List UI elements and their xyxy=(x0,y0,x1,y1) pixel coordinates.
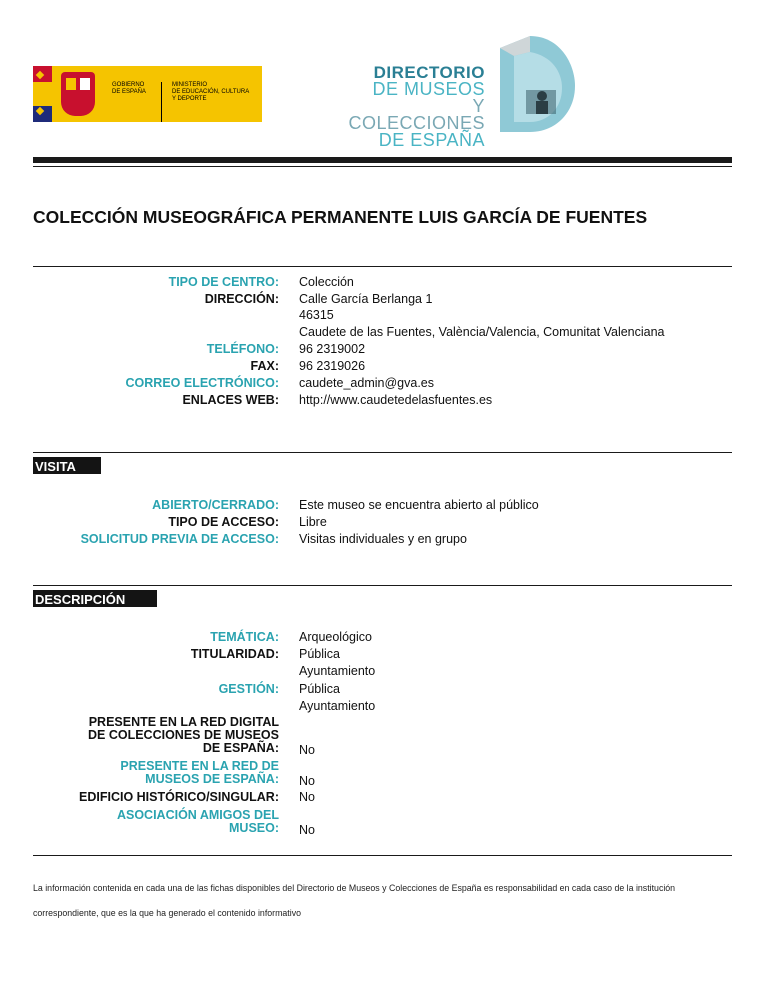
footer-disclaimer: correspondiente, que es la que ha generado el contenido informativo xyxy=(33,908,302,918)
correo-value[interactable]: caudete_admin@gva.es xyxy=(299,376,434,390)
header-divider-thin xyxy=(33,166,732,167)
directorio-logo-text: Y COLECCIONES xyxy=(348,96,485,133)
tematica-value: Arqueológico xyxy=(299,630,372,644)
titularidad-value: Pública xyxy=(299,647,340,661)
tipo-centro-label: TIPO DE CENTRO: xyxy=(168,275,279,289)
red-museos-label: MUSEOS DE ESPAÑA: xyxy=(145,772,279,786)
ministry-logo-line: Y DEPORTE xyxy=(172,96,207,102)
correo-label: CORREO ELECTRÓNICO: xyxy=(125,376,279,390)
titularidad-label: TITULARIDAD: xyxy=(190,647,279,661)
solicitud-label: SOLICITUD PREVIA DE ACCESO: xyxy=(80,532,279,546)
direccion-line: Caudete de las Fuentes, València/Valencia, Comunitat Valenciana xyxy=(299,325,665,339)
telefono-value: 96 2319002 xyxy=(299,342,366,356)
gov-logo-line: GOBIERNO xyxy=(112,82,145,88)
enlaces-value[interactable]: http://www.caudetedelasfuentes.es xyxy=(299,393,493,407)
tipo-centro-value: Colección xyxy=(299,275,354,289)
edificio-label: EDIFICIO HISTÓRICO/SINGULAR: xyxy=(79,790,279,804)
gestion-value: Ayuntamiento xyxy=(299,699,376,713)
footer-disclaimer: La información contenida en cada una de las fichas disponibles del Directorio de Museos y Colecciones de España es responsabilidad en cada caso de la institución xyxy=(33,883,676,893)
amigos-label: ASOCIACIÓN AMIGOS DEL xyxy=(116,808,279,822)
government-logo xyxy=(33,66,262,122)
gestion-value: Pública xyxy=(299,682,340,696)
amigos-label: MUSEO: xyxy=(229,821,279,835)
titularidad-value: Ayuntamiento xyxy=(299,664,376,678)
tematica-label: TEMÁTICA: xyxy=(210,630,279,644)
page-title: COLECCIÓN MUSEOGRÁFICA PERMANENTE LUIS GARCÍA DE FUENTES xyxy=(33,207,648,227)
red-digital-label: DE COLECCIONES DE MUSEOS xyxy=(88,728,279,742)
ministry-logo-line: MINISTERIO xyxy=(172,82,208,88)
header-divider xyxy=(33,157,732,163)
edificio-value: No xyxy=(299,790,315,804)
abierto-label: ABIERTO/CERRADO: xyxy=(152,498,279,512)
abierto-value: Este museo se encuentra abierto al público xyxy=(299,498,539,512)
acceso-label: TIPO DE ACCESO: xyxy=(168,515,279,529)
red-museos-label: PRESENTE EN LA RED DE xyxy=(120,759,279,773)
directorio-logo xyxy=(348,34,575,150)
direccion-line: 46315 xyxy=(299,308,334,322)
coat-of-arms-icon xyxy=(52,66,104,122)
section-divider xyxy=(33,585,732,586)
section-divider xyxy=(33,266,732,267)
directorio-d-icon xyxy=(490,34,575,132)
gov-logo-line: DE ESPAÑA xyxy=(112,89,146,95)
enlaces-label: ENLACES WEB: xyxy=(182,393,279,407)
ministry-logo-line: DE EDUCACIÓN, CULTURA xyxy=(172,89,250,95)
eu-flag-strip xyxy=(33,66,52,122)
telefono-label: TELÉFONO: xyxy=(206,342,279,356)
directorio-logo-text: DIRECTORIO xyxy=(373,63,485,82)
section-divider xyxy=(33,452,732,453)
gestion-label: GESTIÓN: xyxy=(218,682,279,696)
red-digital-label: DE ESPAÑA: xyxy=(202,741,279,755)
direccion-line: Calle García Berlanga 1 xyxy=(299,292,433,306)
red-museos-value: No xyxy=(299,774,315,788)
red-digital-label: PRESENTE EN LA RED DIGITAL xyxy=(88,715,279,729)
visita-heading: VISITA xyxy=(33,457,101,474)
solicitud-value: Visitas individuales y en grupo xyxy=(299,532,467,546)
fax-value: 96 2319026 xyxy=(299,359,366,373)
directorio-logo-text: DE ESPAÑA xyxy=(378,130,485,150)
section-divider xyxy=(33,855,732,856)
amigos-value: No xyxy=(299,823,315,837)
direccion-label: DIRECCIÓN: xyxy=(204,292,279,306)
directorio-logo-text: DE MUSEOS xyxy=(372,79,485,99)
descripcion-heading: DESCRIPCIÓN xyxy=(33,590,157,607)
red-digital-value: No xyxy=(299,743,315,757)
acceso-value: Libre xyxy=(299,515,327,529)
fax-label: FAX: xyxy=(250,359,279,373)
